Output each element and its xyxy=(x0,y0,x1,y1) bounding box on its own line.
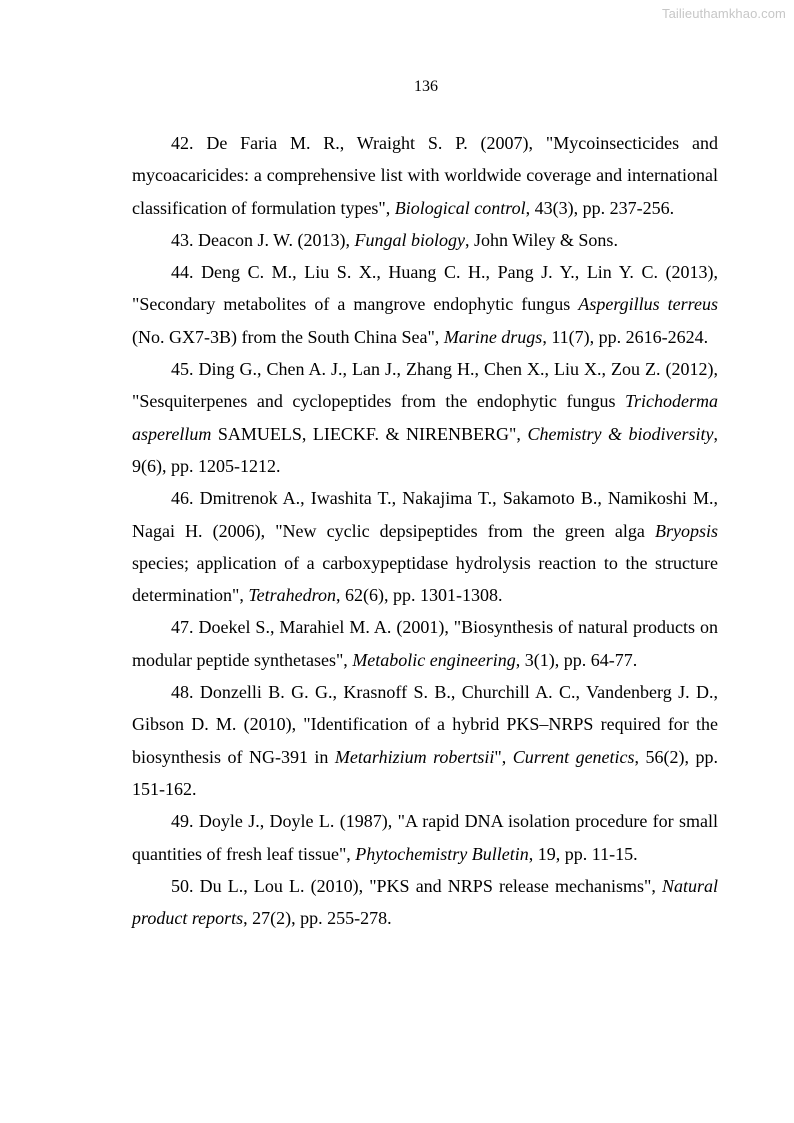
reference-tail: , 43(3), pp. 237-256. xyxy=(525,197,675,218)
reference-item xyxy=(132,127,718,224)
reference-number: 45. xyxy=(171,359,194,380)
reference-text-mid: (No. GX7-3B) from the South China Sea", xyxy=(132,326,444,347)
reference-text: Doekel S., Marahiel M. A. (2001), "Biosynthesis of natural products on modular peptide synthetases", xyxy=(132,617,719,670)
journal-title: Phytochemistry Bulletin xyxy=(355,843,529,864)
species-name: Aspergillus terreus xyxy=(578,294,718,315)
reference-text-mid: species; application of a carboxypeptidase hydrolysis reaction to the structure determination", xyxy=(132,552,718,606)
reference-tail: , 11(7), pp. 2616-2624. xyxy=(542,326,709,347)
reference-text-mid: ", xyxy=(494,746,513,767)
reference-tail: , 9(6), pp. 1205-1212. xyxy=(132,423,719,476)
reference-number: 44. xyxy=(171,262,194,283)
reference-item xyxy=(132,353,718,482)
reference-tail: , 19, pp. 11-15. xyxy=(528,843,638,864)
reference-tail: , 62(6), pp. 1301-1308. xyxy=(336,585,503,606)
reference-item xyxy=(132,482,718,611)
species-name: Bryopsis xyxy=(655,520,718,541)
reference-text: Deng C. M., Liu S. X., Huang C. H., Pang J. Y., Lin Y. C. (2013), "Secondary metabolites of a mangrove endophytic fungus xyxy=(132,262,718,315)
reference-tail: , 3(1), pp. 64-77. xyxy=(515,649,638,670)
reference-number: 43. xyxy=(171,229,194,250)
book-title: Fungal biology xyxy=(354,229,465,250)
journal-title: Metabolic engineering xyxy=(352,649,516,670)
journal-title: Current genetics xyxy=(512,746,635,767)
reference-item xyxy=(132,224,718,256)
reference-text: Deacon J. W. (2013), xyxy=(198,229,355,250)
reference-number: 49. xyxy=(171,811,194,832)
reference-item xyxy=(132,611,718,676)
reference-item xyxy=(132,870,718,935)
journal-title: Tetrahedron xyxy=(248,585,337,606)
species-name: Metarhizium robertsii xyxy=(334,746,495,767)
species-name: Trichoderma asperellum xyxy=(132,391,718,444)
journal-title: Chemistry & biodiversity xyxy=(527,423,714,444)
reference-item xyxy=(132,256,718,353)
reference-number: 42. xyxy=(171,133,194,153)
reference-text: Ding G., Chen A. J., Lan J., Zhang H., Chen X., Liu X., Zou Z. (2012), "Sesquiterpenes and cyclopeptides from the endophytic fungus xyxy=(132,359,719,412)
page-number: 136 xyxy=(414,78,438,95)
reference-text-mid: SAMUELS, LIECKF. & NIRENBERG", xyxy=(211,423,528,444)
reference-text: Doyle J., Doyle L. (1987), "A rapid DNA isolation procedure for small quantities of fresh leaf tissue", xyxy=(132,811,719,864)
journal-title: Biological control xyxy=(394,197,526,218)
journal-title: Marine drugs xyxy=(443,326,543,347)
reference-tail: , 27(2), pp. 255-278. xyxy=(243,908,392,929)
reference-text: Du L., Lou L. (2010), "PKS and NRPS release mechanisms", xyxy=(199,875,662,896)
reference-tail: , 56(2), pp. 151-162. xyxy=(132,746,718,799)
reference-number: 50. xyxy=(171,875,194,896)
reference-text: De Faria M. R., Wraight S. P. (2007), "Mycoinsecticides and mycoacaricides: a comprehensive list with worldwide coverage and international classification of formulation types", xyxy=(132,133,718,218)
reference-item xyxy=(132,676,718,805)
watermark: Tailieuthamkhao.com xyxy=(661,6,786,21)
reference-number: 46. xyxy=(171,488,194,509)
reference-item xyxy=(132,805,718,870)
reference-number: 48. xyxy=(171,682,194,703)
reference-number: 47. xyxy=(171,617,194,638)
reference-list xyxy=(132,127,718,934)
reference-text: Dmitrenok A., Iwashita T., Nakajima T., Sakamoto B., Namikoshi M., Nagai H. (2006), "New cyclic depsipeptides from the green alga xyxy=(132,488,719,541)
journal-title: Natural product reports xyxy=(132,875,718,929)
reference-tail: , John Wiley & Sons. xyxy=(464,229,618,250)
reference-text: Donzelli B. G. G., Krasnoff S. B., Churchill A. C., Vandenberg J. D., Gibson D. M. (2010), "Identification of a hybrid PKS–NRPS required for the biosynthesis of NG-391 in xyxy=(132,682,718,767)
